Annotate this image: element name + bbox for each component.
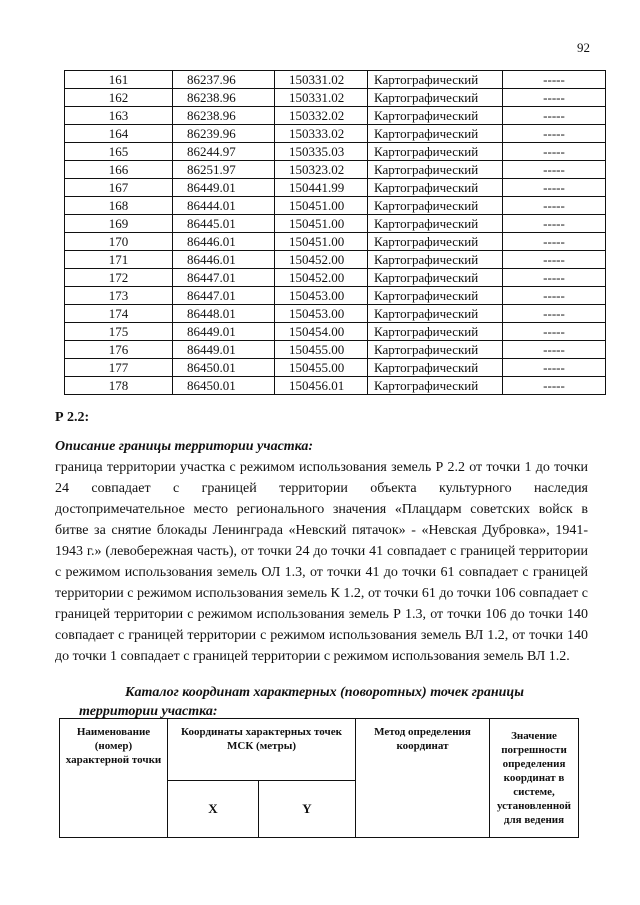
- point-number-cell: 172: [65, 269, 173, 287]
- table-row: [65, 323, 606, 341]
- y-coordinate-cell: 150333.02: [275, 125, 368, 143]
- method-cell: Картографический: [368, 269, 503, 287]
- error-cell: -----: [503, 359, 606, 377]
- error-cell: -----: [503, 197, 606, 215]
- x-coordinate-cell: 86239.96: [173, 125, 275, 143]
- x-coordinate-cell: 86244.97: [173, 143, 275, 161]
- method-cell: Картографический: [368, 107, 503, 125]
- x-coordinate-cell: 86238.96: [173, 89, 275, 107]
- x-coordinate-cell: 86447.01: [173, 287, 275, 305]
- method-cell: Картографический: [368, 377, 503, 395]
- table-row: [65, 341, 606, 359]
- table-row: [65, 233, 606, 251]
- y-coordinate-cell: 150455.00: [275, 359, 368, 377]
- catalog-header-table: [59, 718, 579, 838]
- point-number-cell: 170: [65, 233, 173, 251]
- error-cell: -----: [503, 269, 606, 287]
- x-coordinate-cell: 86251.97: [173, 161, 275, 179]
- y-coordinate-cell: 150332.02: [275, 107, 368, 125]
- method-cell: Картографический: [368, 305, 503, 323]
- table-row: [65, 269, 606, 287]
- description-text: граница территории участка с режимом использования земель Р 2.2 от точки 1 до точки 24 совпадает с границей территории объекта культурного наследия достопримечательное место регионального значения «Плацдарм советских войск в битве за снятие блокады Ленинграда «Невский пятачок» - «Невская Дубровка», 1941-1943 г.» (левобережная часть), от точки 24 до точки 41 совпадает с границей территории с режимом использования земель ОЛ 1.3, от точки 41 до точки 61 совпадает с границей территории с режимом использования земель К 1.2, от точки 61 до точки 106 совпадает с границей территории с режимом использования земель Р 1.3, от точки 106 до точки 140 совпадает с границей территории с режимом использования земель ВЛ 1.2, от точки 140 до точки 1 совпадает с границей территории с режимом использования земель ВЛ 1.2.: [55, 460, 588, 664]
- x-coordinate-cell: 86448.01: [173, 305, 275, 323]
- error-cell: -----: [503, 71, 606, 89]
- error-cell: -----: [503, 125, 606, 143]
- method-cell: Картографический: [368, 341, 503, 359]
- table-row: [65, 197, 606, 215]
- table-row: [65, 179, 606, 197]
- section-label: Р 2.2:: [55, 410, 90, 425]
- point-number-cell: 165: [65, 143, 173, 161]
- x-coordinate-cell: 86446.01: [173, 251, 275, 269]
- y-coordinate-cell: 150451.00: [275, 215, 368, 233]
- coordinates-table-body: [65, 71, 606, 395]
- method-cell: Картографический: [368, 71, 503, 89]
- page-number: 92: [577, 40, 590, 55]
- method-cell: Картографический: [368, 125, 503, 143]
- header-y: Y: [259, 780, 356, 837]
- table-row: [65, 107, 606, 125]
- x-coordinate-cell: 86445.01: [173, 215, 275, 233]
- x-coordinate-cell: 86237.96: [173, 71, 275, 89]
- table-row: [65, 359, 606, 377]
- x-coordinate-cell: 86449.01: [173, 341, 275, 359]
- error-cell: -----: [503, 233, 606, 251]
- y-coordinate-cell: 150454.00: [275, 323, 368, 341]
- coordinates-table: [64, 70, 606, 395]
- y-coordinate-cell: 150456.01: [275, 377, 368, 395]
- y-coordinate-cell: 150453.00: [275, 305, 368, 323]
- y-coordinate-cell: 150331.02: [275, 89, 368, 107]
- error-cell: -----: [503, 107, 606, 125]
- y-coordinate-cell: 150335.03: [275, 143, 368, 161]
- method-cell: Картографический: [368, 251, 503, 269]
- y-coordinate-cell: 150452.00: [275, 269, 368, 287]
- error-cell: -----: [503, 179, 606, 197]
- table-row: [65, 251, 606, 269]
- method-cell: Картографический: [368, 197, 503, 215]
- x-coordinate-cell: 86449.01: [173, 323, 275, 341]
- error-cell: -----: [503, 323, 606, 341]
- point-number-cell: 164: [65, 125, 173, 143]
- method-cell: Картографический: [368, 143, 503, 161]
- catalog-title-line-2: территории участка:: [79, 704, 218, 719]
- point-number-cell: 171: [65, 251, 173, 269]
- y-coordinate-cell: 150451.00: [275, 197, 368, 215]
- x-coordinate-cell: 86450.01: [173, 359, 275, 377]
- x-coordinate-cell: 86444.01: [173, 197, 275, 215]
- y-coordinate-cell: 150451.00: [275, 233, 368, 251]
- header-accuracy: Значение погрешности определения координат в системе, установленной для ведения: [490, 719, 579, 838]
- point-number-cell: 175: [65, 323, 173, 341]
- point-number-cell: 176: [65, 341, 173, 359]
- catalog-title-line-1: Каталог координат характерных (поворотных) точек границы: [125, 685, 524, 700]
- method-cell: Картографический: [368, 215, 503, 233]
- x-coordinate-cell: 86450.01: [173, 377, 275, 395]
- y-coordinate-cell: 150323.02: [275, 161, 368, 179]
- error-cell: -----: [503, 305, 606, 323]
- table-row: [65, 125, 606, 143]
- catalog-title: [55, 683, 588, 721]
- point-number-cell: 169: [65, 215, 173, 233]
- point-number-cell: 168: [65, 197, 173, 215]
- header-point-name: Наименование (номер) характерной точки: [60, 719, 168, 838]
- y-coordinate-cell: 150455.00: [275, 341, 368, 359]
- y-coordinate-cell: 150441.99: [275, 179, 368, 197]
- error-cell: -----: [503, 215, 606, 233]
- point-number-cell: 178: [65, 377, 173, 395]
- header-x: X: [168, 780, 259, 837]
- method-cell: Картографический: [368, 89, 503, 107]
- point-number-cell: 173: [65, 287, 173, 305]
- table-row: [65, 287, 606, 305]
- method-cell: Картографический: [368, 323, 503, 341]
- table-row: [65, 161, 606, 179]
- x-coordinate-cell: 86447.01: [173, 269, 275, 287]
- y-coordinate-cell: 150453.00: [275, 287, 368, 305]
- error-cell: -----: [503, 377, 606, 395]
- point-number-cell: 163: [65, 107, 173, 125]
- y-coordinate-cell: 150331.02: [275, 71, 368, 89]
- error-cell: -----: [503, 161, 606, 179]
- catalog-header-row-1: [60, 719, 579, 781]
- point-number-cell: 174: [65, 305, 173, 323]
- x-coordinate-cell: 86449.01: [173, 179, 275, 197]
- table-row: [65, 89, 606, 107]
- table-row: [65, 215, 606, 233]
- point-number-cell: 161: [65, 71, 173, 89]
- header-method: Метод определения координат: [356, 719, 490, 838]
- error-cell: -----: [503, 143, 606, 161]
- method-cell: Картографический: [368, 233, 503, 251]
- method-cell: Картографический: [368, 287, 503, 305]
- point-number-cell: 177: [65, 359, 173, 377]
- x-coordinate-cell: 86238.96: [173, 107, 275, 125]
- method-cell: Картографический: [368, 359, 503, 377]
- table-row: [65, 305, 606, 323]
- point-number-cell: 167: [65, 179, 173, 197]
- point-number-cell: 162: [65, 89, 173, 107]
- table-row: [65, 71, 606, 89]
- method-cell: Картографический: [368, 161, 503, 179]
- error-cell: -----: [503, 341, 606, 359]
- point-number-cell: 166: [65, 161, 173, 179]
- header-coordinates: Координаты характерных точек МСК (метры): [168, 719, 356, 781]
- x-coordinate-cell: 86446.01: [173, 233, 275, 251]
- error-cell: -----: [503, 251, 606, 269]
- method-cell: Картографический: [368, 179, 503, 197]
- table-row: [65, 377, 606, 395]
- table-row: [65, 143, 606, 161]
- error-cell: -----: [503, 287, 606, 305]
- error-cell: -----: [503, 89, 606, 107]
- y-coordinate-cell: 150452.00: [275, 251, 368, 269]
- description-heading: Описание границы территории участка:: [55, 439, 314, 454]
